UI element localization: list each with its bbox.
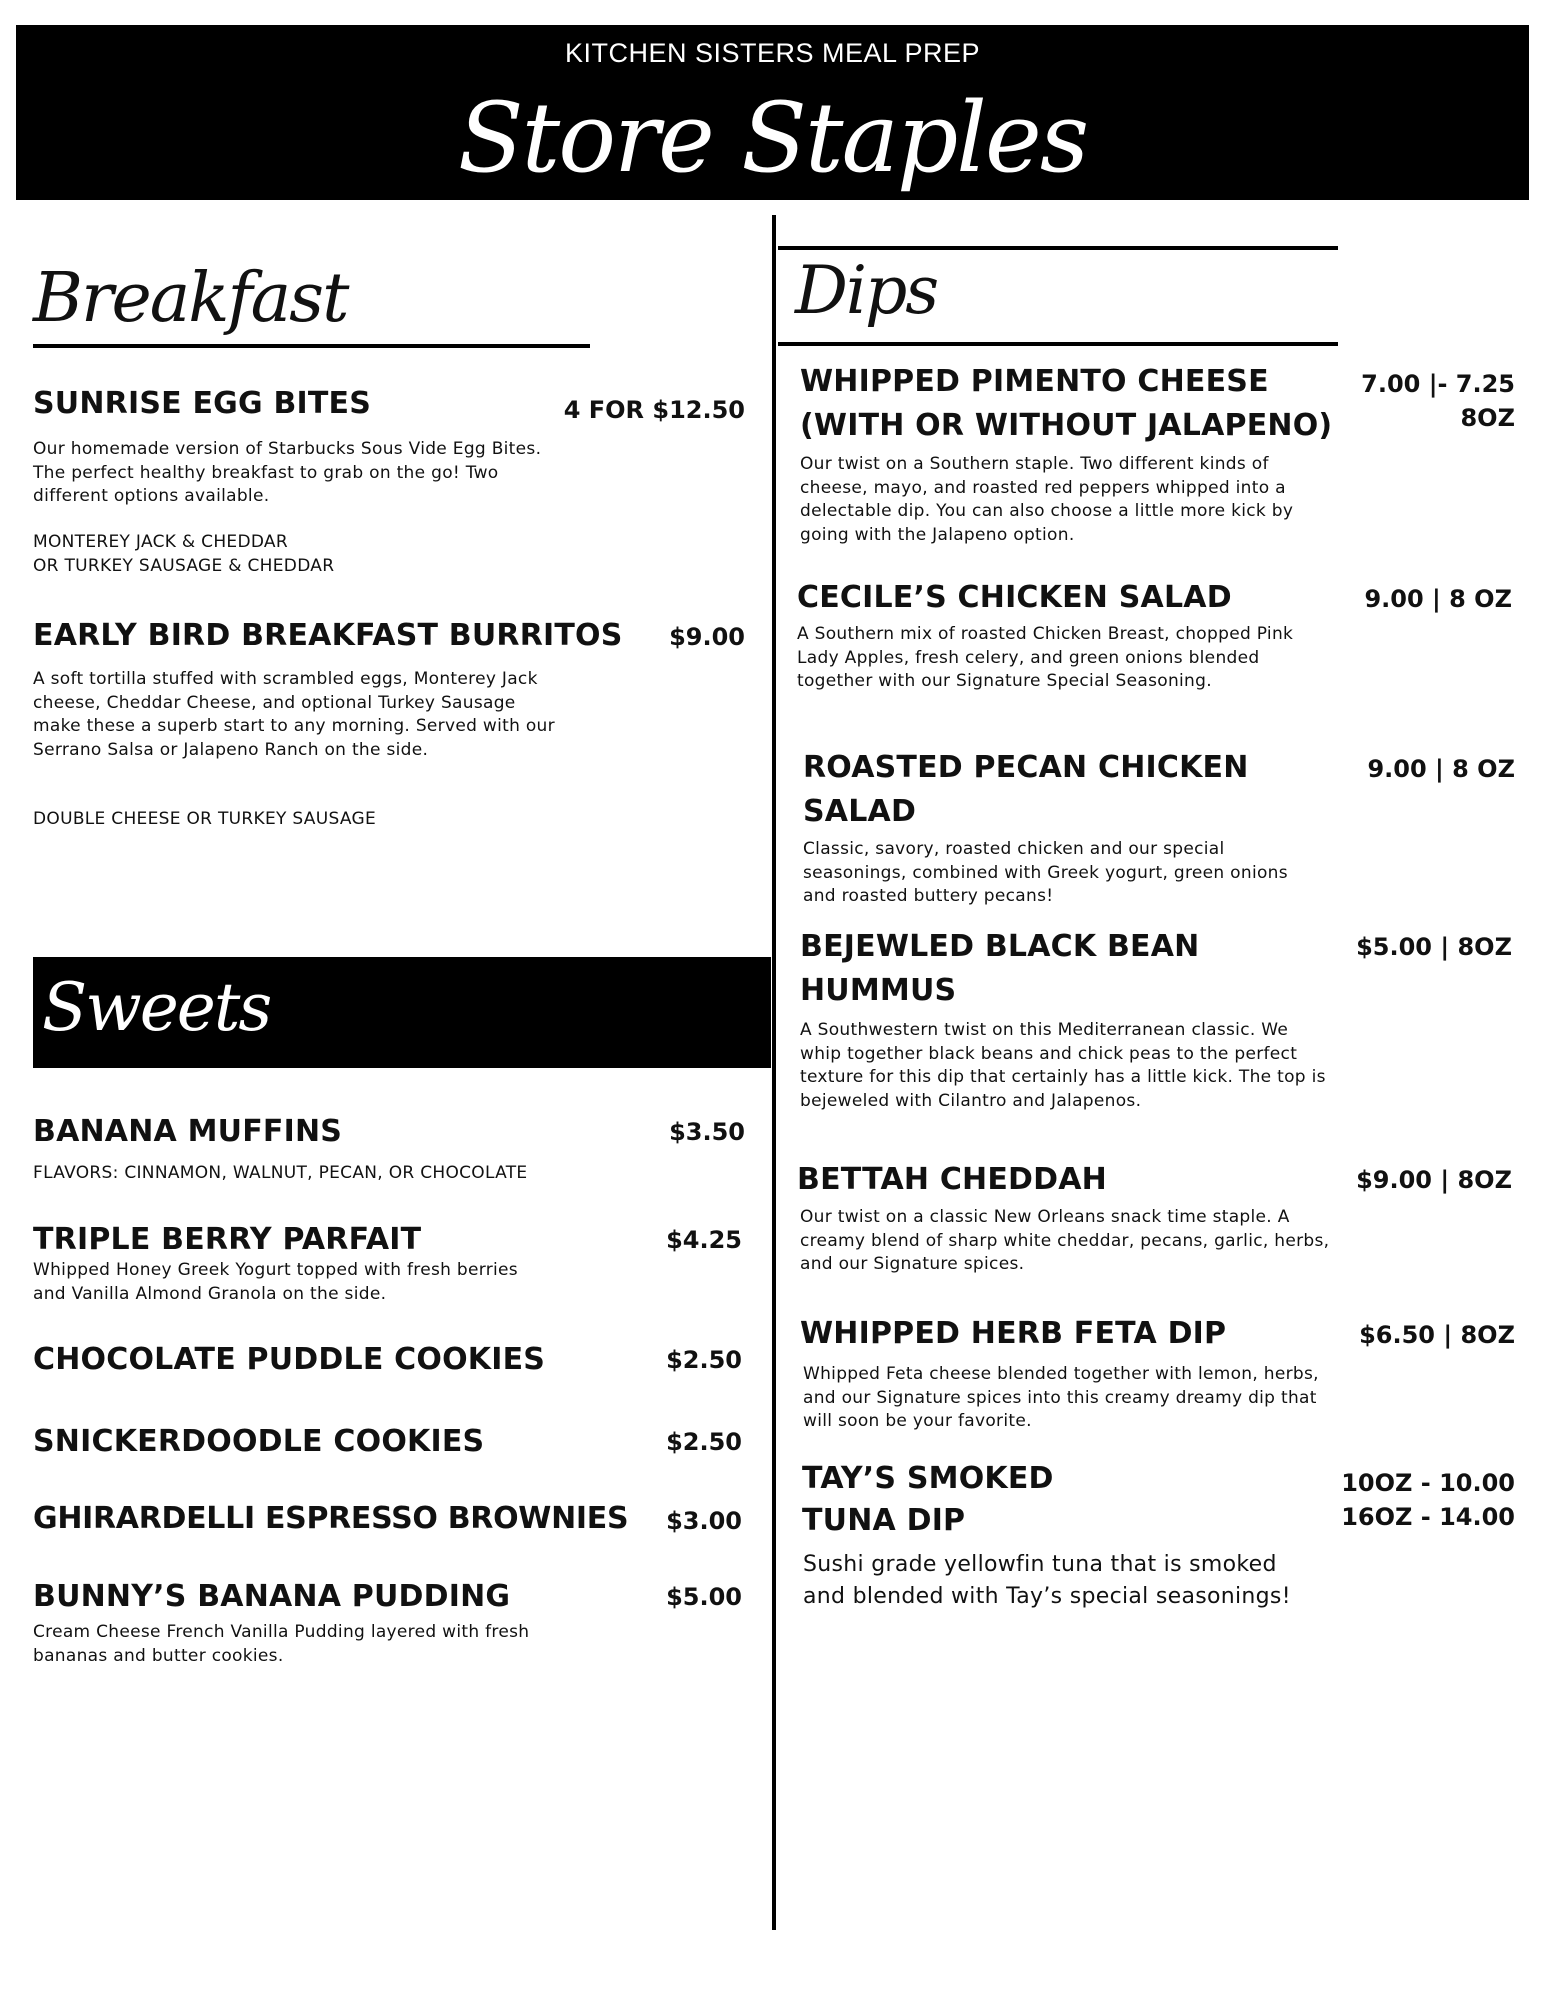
item-description: FLAVORS: CINNAMON, WALNUT, PECAN, OR CHOCOLATE [33, 1163, 528, 1183]
item-price: $3.50 [669, 1118, 745, 1146]
item-description: Whipped Honey Greek Yogurt topped with fresh berries and Vanilla Almond Granola on the side. [33, 1260, 518, 1304]
item-description: Our homemade version of Starbucks Sous Vide Egg Bites. The perfect healthy breakfast to grab on the go! Two different options available. [33, 439, 542, 506]
item-name: BANANA MUFFINS [33, 1114, 343, 1149]
item-description: Our twist on a classic New Orleans snack time staple. A creamy blend of sharp white cheddar, pecans, garlic, herbs, and our Signature spices. [800, 1207, 1330, 1274]
item-description: Classic, savory, roasted chicken and our special seasonings, combined with Greek yogurt, green onions and roasted buttery pecans! [803, 839, 1288, 906]
brand-name: KITCHEN SISTERS MEAL PREP [564, 38, 981, 68]
item-options: DOUBLE CHEESE OR TURKEY SAUSAGE [33, 809, 377, 829]
item-price: $9.00 [669, 623, 745, 651]
item-price: $2.50 [666, 1346, 742, 1374]
item-name: EARLY BIRD BREAKFAST BURRITOS [33, 618, 623, 653]
item-description: Cream Cheese French Vanilla Pudding layered with fresh bananas and butter cookies. [33, 1622, 530, 1666]
item-description: Sushi grade yellowfin tuna that is smoked and blended with Tay’s special seasonings! [803, 1552, 1291, 1609]
item-name: TAY’S SMOKED TUNA DIP [802, 1461, 1054, 1538]
item-name: SNICKERDOODLE COOKIES [33, 1424, 485, 1459]
item-name: GHIRARDELLI ESPRESSO BROWNIES [33, 1501, 629, 1536]
section-title-sweets: Sweets [42, 969, 271, 1046]
item-name: ROASTED PECAN CHICKEN SALAD [803, 750, 1249, 829]
item-description: Whipped Feta cheese blended together with lemon, herbs, and our Signature spices into this creamy dreamy dip that will soon be your favorite. [803, 1364, 1319, 1431]
item-description: A Southwestern twist on this Mediterranean classic. We whip together black beans and chick peas to the perfect texture for this dip that certainly has a little kick. The top is bejeweled with Cilantro and Jalapenos. [800, 1020, 1326, 1111]
item-price: 10OZ - 10.00 16OZ - 14.00 [1341, 1469, 1515, 1531]
item-price: $6.50 | 8OZ [1359, 1321, 1515, 1349]
item-name: SUNRISE EGG BITES [33, 386, 372, 421]
item-description: Our twist on a Southern staple. Two different kinds of cheese, mayo, and roasted red peppers whipped into a delectable dip. You can also choose a little more kick by going with the Jalapeno option. [800, 454, 1294, 545]
item-options: MONTEREY JACK & CHEDDAR OR TURKEY SAUSAGE & CHEDDAR [33, 532, 335, 576]
item-price: $2.50 [666, 1428, 742, 1456]
item-description: A soft tortilla stuffed with scrambled eggs, Monterey Jack cheese, Cheddar Cheese, and optional Turkey Sausage make these a superb start to any morning. Served with our Serrano Salsa or Jalapeno Ranch on the side. [33, 669, 555, 760]
breakfast-underline [33, 344, 590, 348]
dips-underline [778, 342, 1338, 346]
item-name: TRIPLE BERRY PARFAIT [33, 1222, 422, 1257]
item-price: $5.00 | 8OZ [1356, 933, 1512, 961]
item-price: $4.25 [666, 1226, 742, 1254]
item-price: 7.00 |- 7.25 8OZ [1361, 370, 1515, 432]
item-name: WHIPPED PIMENTO CHEESE (WITH OR WITHOUT JALAPENO) [800, 364, 1333, 443]
section-title-dips: Dips [795, 252, 938, 329]
item-price: 9.00 | 8 OZ [1364, 585, 1512, 613]
section-title-breakfast: Breakfast [33, 259, 348, 338]
item-name: BETTAH CHEDDAH [797, 1162, 1107, 1197]
item-name: CECILE’S CHICKEN SALAD [797, 580, 1232, 615]
item-name: WHIPPED HERB FETA DIP [800, 1316, 1227, 1351]
item-name: BEJEWLED BLACK BEAN HUMMUS [800, 929, 1200, 1008]
item-price: 4 FOR $12.50 [563, 396, 745, 424]
item-description: A Southern mix of roasted Chicken Breast, chopped Pink Lady Apples, fresh celery, and green onions blended together with our Signature Special Seasoning. [797, 624, 1294, 691]
menu-title: Store Staples [457, 82, 1088, 194]
item-name: CHOCOLATE PUDDLE COOKIES [33, 1342, 546, 1377]
item-name: BUNNY’S BANANA PUDDING [33, 1579, 511, 1614]
item-price: $3.00 [666, 1507, 742, 1535]
dips-top-rule [778, 246, 1338, 250]
column-divider [772, 215, 776, 1930]
item-price: $5.00 [666, 1583, 742, 1611]
item-price: 9.00 | 8 OZ [1367, 755, 1515, 783]
item-price: $9.00 | 8OZ [1356, 1166, 1512, 1194]
